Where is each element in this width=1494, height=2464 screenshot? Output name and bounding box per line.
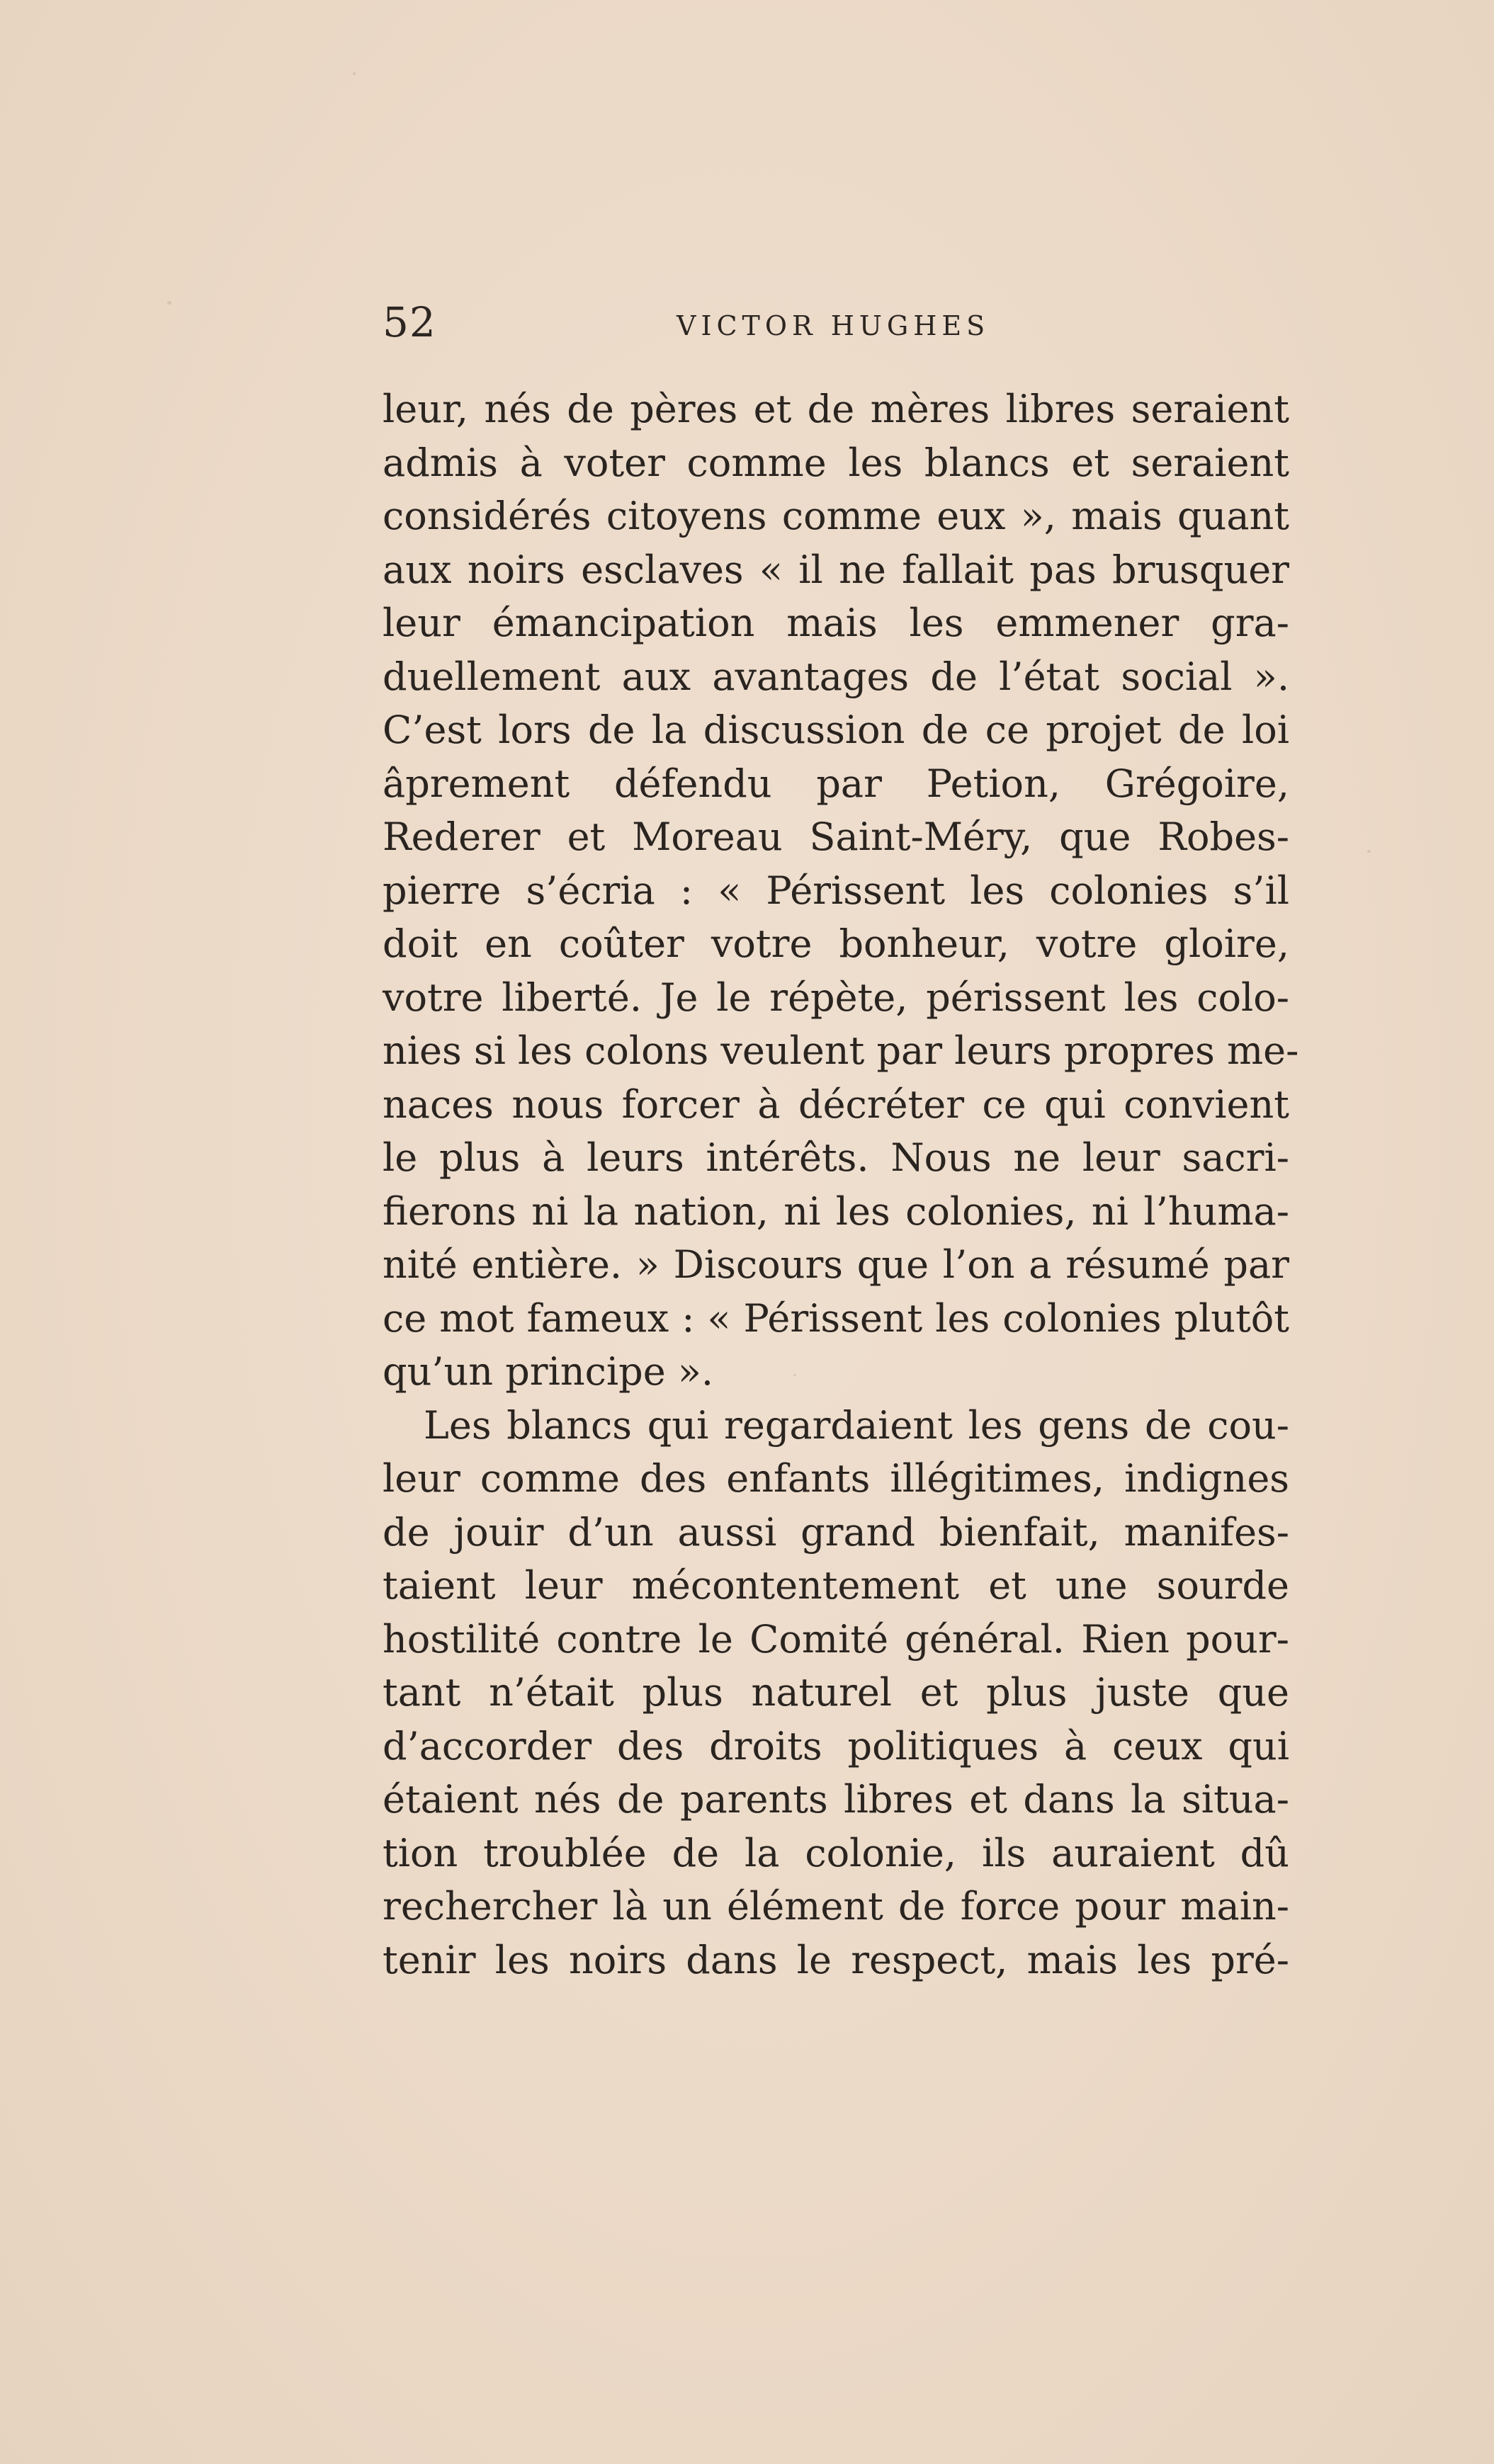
text-line: considérés citoyens comme eux », mais quant bbox=[383, 494, 1289, 538]
text-line: leur, nés de pères et de mères libres seraient bbox=[383, 387, 1289, 431]
page-number: 52 bbox=[383, 298, 436, 346]
text-line: hostilité contre le Comité général. Rien pour- bbox=[383, 1616, 1289, 1662]
text-line: admis à voter comme les blancs et seraient bbox=[383, 440, 1289, 485]
text-line: tenir les noirs dans le respect, mais les pré- bbox=[383, 1937, 1289, 1982]
text-line: d’accorder des droits politiques à ceux qui bbox=[383, 1723, 1289, 1768]
text-line: C’est lors de la discussion de ce projet de loi bbox=[383, 708, 1289, 752]
text-line: étaient nés de parents libres et dans la situa- bbox=[383, 1777, 1289, 1822]
text-line: leur émancipation mais les emmener gra- bbox=[383, 601, 1289, 645]
text-line: aux noirs esclaves « il ne fallait pas brusquer bbox=[383, 547, 1289, 592]
text-line: de jouir d’un aussi grand bienfait, manifes- bbox=[383, 1509, 1289, 1555]
text-line: Rederer et Moreau Saint-Méry, que Robes- bbox=[383, 814, 1289, 859]
text-line: pierre s’écria : « Périssent les colonies s’il bbox=[383, 868, 1289, 913]
text-line: votre liberté. Je le répète, périssent les colo- bbox=[383, 975, 1289, 1020]
body-text bbox=[383, 382, 1299, 1987]
text-line: duellement aux avantages de l’état social ». bbox=[383, 654, 1289, 699]
text-line: doit en coûter votre bonheur, votre gloire, bbox=[383, 921, 1289, 966]
text-line: nité entière. » Discours que l’on a résumé par bbox=[383, 1242, 1289, 1287]
text-line: ce mot fameux : « Périssent les colonies plutôt bbox=[383, 1295, 1289, 1341]
running-title: VICTOR HUGHES bbox=[677, 310, 990, 341]
text-line: nies si les colons veulent par leurs propres me- bbox=[383, 1028, 1299, 1073]
text-line: âprement défendu par Petion, Grégoire, bbox=[383, 761, 1289, 806]
text-line: Les blancs qui regardaient les gens de cou- bbox=[424, 1402, 1289, 1448]
text-line: le plus à leurs intérêts. Nous ne leur sacri- bbox=[383, 1135, 1289, 1180]
text-line: tion troublée de la colonie, ils auraient dû bbox=[383, 1830, 1289, 1875]
text-line: taient leur mécontentement et une sourde bbox=[383, 1563, 1289, 1608]
text-line: fierons ni la nation, ni les colonies, ni l’huma- bbox=[383, 1188, 1289, 1234]
text-line: naces nous forcer à décréter ce qui convient bbox=[383, 1081, 1289, 1127]
text-line: qu’un principe ». bbox=[383, 1349, 714, 1394]
text-line: tant n’était plus naturel et plus juste que bbox=[383, 1670, 1289, 1715]
paper-speck bbox=[353, 72, 356, 75]
text-line: rechercher là un élément de force pour main- bbox=[383, 1884, 1289, 1929]
paper-speck bbox=[167, 301, 171, 305]
paper-speck bbox=[1367, 850, 1371, 853]
text-line: leur comme des enfants illégitimes, indignes bbox=[383, 1456, 1289, 1501]
running-head bbox=[383, 294, 1318, 351]
